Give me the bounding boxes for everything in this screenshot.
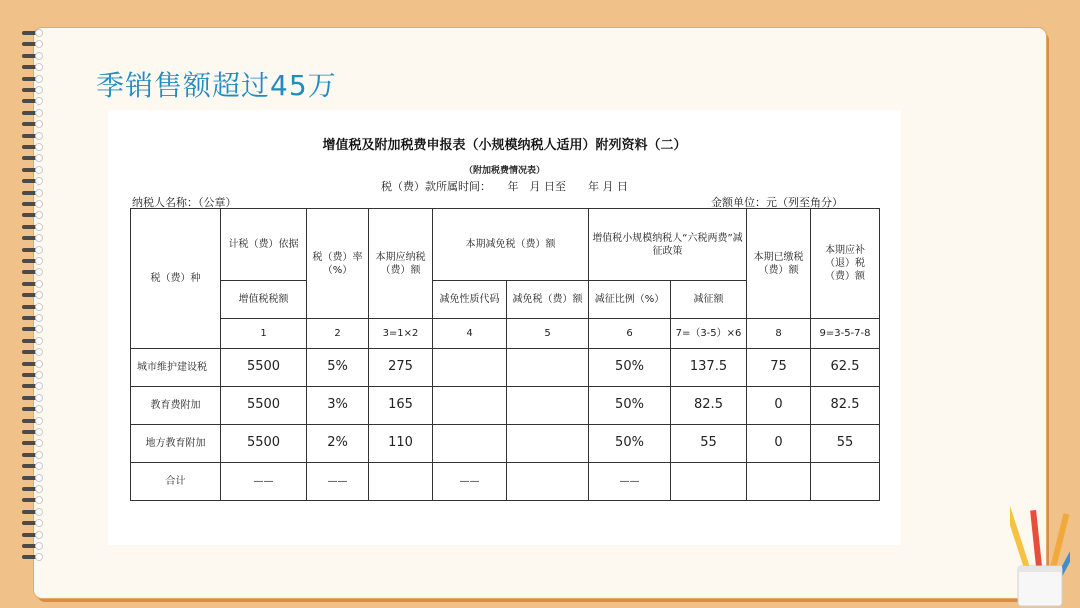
- table-cell: [507, 387, 589, 425]
- column-number-row: [131, 319, 880, 349]
- ring-icon: [20, 463, 46, 469]
- table-row-total: [131, 463, 880, 501]
- table-cell: 55: [671, 425, 747, 463]
- table-cell: [507, 349, 589, 387]
- header-refund: 本期应补（退）税（费）额: [811, 209, 880, 319]
- table-row: [131, 387, 880, 425]
- table-cell: ——: [307, 463, 369, 501]
- table-cell: ——: [221, 463, 307, 501]
- ring-icon: [20, 509, 46, 515]
- table-cell: 50%: [589, 387, 671, 425]
- ring-icon: [20, 235, 46, 241]
- table-cell: 0: [747, 387, 811, 425]
- ring-icon: [20, 372, 46, 378]
- ring-icon: [20, 110, 46, 116]
- ring-icon: [20, 167, 46, 173]
- ring-icon: [20, 121, 46, 127]
- ring-icon: [20, 269, 46, 275]
- header-paid: 本期已缴税（费）额: [747, 209, 811, 319]
- table-cell: [811, 463, 880, 501]
- ring-icon: [20, 326, 46, 332]
- ring-icon: [20, 406, 46, 412]
- slide-title: 季销售额超过45万: [96, 69, 337, 102]
- table-cell: [433, 425, 507, 463]
- table-cell: 0: [747, 425, 811, 463]
- ring-icon: [20, 76, 46, 82]
- ring-icon: [20, 304, 46, 310]
- col-number: 4: [433, 319, 507, 349]
- ring-icon: [20, 201, 46, 207]
- header-basis-sub: 增值税税额: [221, 281, 307, 319]
- table-cell: 5500: [221, 387, 307, 425]
- table-cell: ——: [589, 463, 671, 501]
- ring-icon: [20, 258, 46, 264]
- ring-icon: [20, 315, 46, 321]
- form-period: 税（费）款所属时间： 年 月 日至 年 月 日: [381, 180, 628, 193]
- form-taxpayer: 纳税人名称：（公章）: [132, 196, 237, 209]
- col-number: 5: [507, 319, 589, 349]
- ring-icon: [20, 554, 46, 560]
- table-cell: 5%: [307, 349, 369, 387]
- ring-icon: [20, 247, 46, 253]
- table-cell: 75: [747, 349, 811, 387]
- ring-icon: [20, 87, 46, 93]
- table-cell: 50%: [589, 349, 671, 387]
- ring-icon: [20, 41, 46, 47]
- ring-icon: [20, 532, 46, 538]
- header-policy: 增值税小规模纳税人“六税两费”减征政策: [589, 209, 747, 281]
- ring-icon: [20, 64, 46, 70]
- ring-icon: [20, 144, 46, 150]
- ring-icon: [20, 452, 46, 458]
- table-cell: [369, 463, 433, 501]
- table-row: [131, 349, 880, 387]
- row-name: 合计: [131, 463, 221, 501]
- table-cell: 3%: [307, 387, 369, 425]
- form-title: 增值税及附加税费申报表（小规模纳税人适用）附列资料（二）: [322, 138, 687, 153]
- ring-icon: [20, 543, 46, 549]
- ring-icon: [20, 292, 46, 298]
- ring-icon: [20, 133, 46, 139]
- table-cell: [507, 425, 589, 463]
- col-number: 2: [307, 319, 369, 349]
- ring-icon: [20, 212, 46, 218]
- ring-icon: [20, 30, 46, 36]
- header-reduction-amount: 减免税（费）额: [507, 281, 589, 319]
- table-cell: 137.5: [671, 349, 747, 387]
- ring-icon: [20, 224, 46, 230]
- ring-icon: [20, 338, 46, 344]
- col-number: 8: [747, 319, 811, 349]
- ring-icon: [20, 155, 46, 161]
- table-cell: 50%: [589, 425, 671, 463]
- header-payable: 本期应纳税（费）额: [369, 209, 433, 319]
- header-policy-ratio: 减征比例（%）: [589, 281, 671, 319]
- table-cell: 82.5: [671, 387, 747, 425]
- header-reduction: 本期减免税（费）额: [433, 209, 589, 281]
- col-number: 6: [589, 319, 671, 349]
- table-cell: [507, 463, 589, 501]
- form-unit: 金额单位：元（列至角分）: [711, 196, 843, 209]
- ring-icon: [20, 178, 46, 184]
- form-subtitle: （附加税费情况表）: [463, 166, 545, 176]
- row-name: 城市维护建设税: [131, 349, 221, 387]
- table-cell: 62.5: [811, 349, 880, 387]
- ring-icon: [20, 429, 46, 435]
- ring-icon: [20, 281, 46, 287]
- table-cell: 110: [369, 425, 433, 463]
- table-cell: [433, 349, 507, 387]
- table-cell: 2%: [307, 425, 369, 463]
- tax-table: [130, 208, 880, 501]
- header-reduction-code: 减免性质代码: [433, 281, 507, 319]
- col-number: 3=1×2: [369, 319, 433, 349]
- table-cell: 5500: [221, 349, 307, 387]
- ring-icon: [20, 440, 46, 446]
- row-name: 教育费附加: [131, 387, 221, 425]
- ring-icon: [20, 190, 46, 196]
- ring-icon: [20, 361, 46, 367]
- header-policy-amount: 减征额: [671, 281, 747, 319]
- header-rate: 税（费）率（%）: [307, 209, 369, 319]
- ring-icon: [20, 383, 46, 389]
- col-number: 9=3-5-7-8: [811, 319, 880, 349]
- header-basis: 计税（费）依据: [221, 209, 307, 281]
- table-cell: ——: [433, 463, 507, 501]
- table-cell: [747, 463, 811, 501]
- col-number: 1: [221, 319, 307, 349]
- ring-icon: [20, 53, 46, 59]
- table-row: [131, 425, 880, 463]
- table-cell: [671, 463, 747, 501]
- row-name: 地方教育附加: [131, 425, 221, 463]
- table-cell: 5500: [221, 425, 307, 463]
- tax-form-document: [108, 110, 901, 545]
- table-cell: 275: [369, 349, 433, 387]
- ring-icon: [20, 486, 46, 492]
- ring-icon: [20, 418, 46, 424]
- table-cell: 82.5: [811, 387, 880, 425]
- table-cell: 55: [811, 425, 880, 463]
- ring-icon: [20, 475, 46, 481]
- table-cell: [433, 387, 507, 425]
- ring-icon: [20, 349, 46, 355]
- col-number: 7=（3-5）×6: [671, 319, 747, 349]
- table-cell: 165: [369, 387, 433, 425]
- pencil-cup-icon: [1010, 500, 1070, 608]
- header-row-1: [131, 209, 880, 281]
- ring-icon: [20, 497, 46, 503]
- notebook-rings: [20, 30, 48, 590]
- ring-icon: [20, 395, 46, 401]
- header-tax-type: 税（费）种: [131, 209, 221, 349]
- ring-icon: [20, 520, 46, 526]
- ring-icon: [20, 98, 46, 104]
